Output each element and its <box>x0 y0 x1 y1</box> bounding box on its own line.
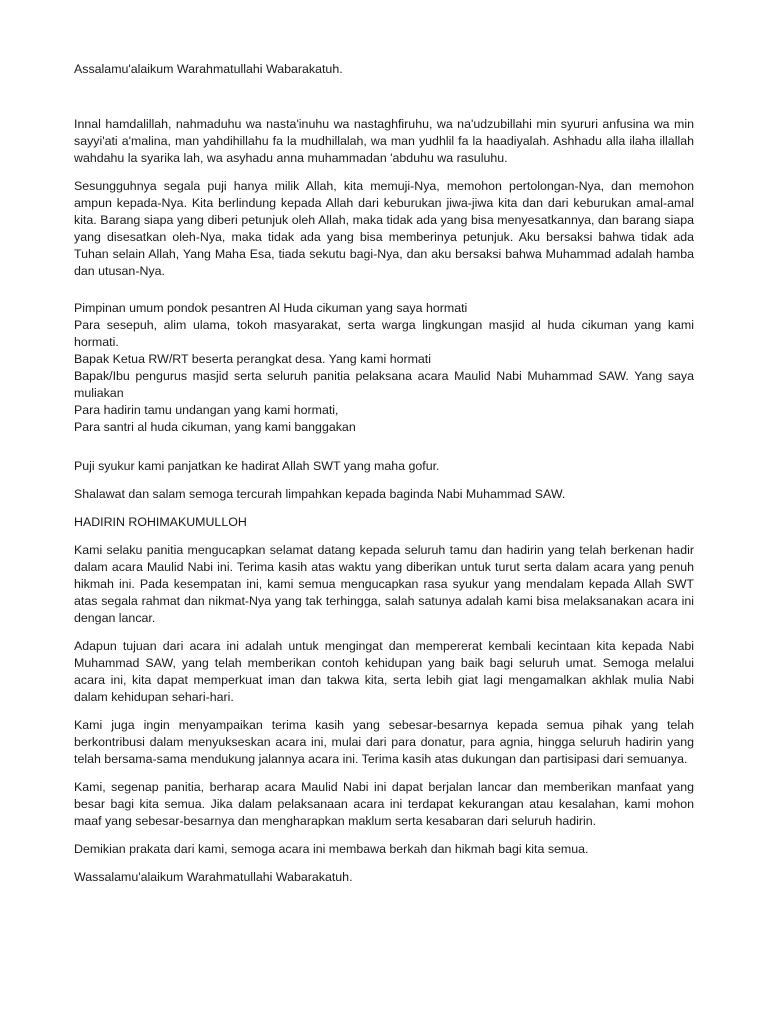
addressee-line: Bapak/Ibu pengurus masjid serta seluruh panitia pelaksana acara Maulid Nabi Muhammad SAW. Yang saya muliakan <box>74 369 694 400</box>
document-page <box>74 61 694 886</box>
shalawat-line: Shalawat dan salam semoga tercurah limpahkan kepada baginda Nabi Muhammad SAW. <box>74 487 566 501</box>
welcome-paragraph: Kami selaku panitia mengucapkan selamat datang kepada seluruh tamu dan hadirin yang telah berkenan hadir dalam acara Maulid Nabi ini. Terima kasih atas waktu yang diberikan untuk turut serta dalam acara yang penuh hikmah ini. Pada kesempatan ini, kami semua mengucapkan rasa syukur yang mendalam kepada Allah SWT atas segala rahmat dan nikmat-Nya yang tak terhingga, salah satunya adalah kami bisa melaksanakan acara ini dengan lancar. <box>74 543 694 625</box>
addressee-line: Pimpinan umum pondok pesantren Al Huda cikuman yang saya hormati <box>74 301 468 315</box>
addressee-line: Bapak Ketua RW/RT beserta perangkat desa. Yang kami hormati <box>74 352 432 366</box>
addressee-line: Para santri al huda cikuman, yang kami banggakan <box>74 420 356 434</box>
addressee-list <box>74 300 694 436</box>
hope-paragraph: Kami, segenap panitia, berharap acara Maulid Nabi ini dapat berjalan lancar dan memberikan manfaat yang besar bagi kita semua. Jika dalam pelaksanaan acara ini terdapat kekurangan atau kesalahan, kami mohon maaf yang sebesar-besarnya dan mengharapkan maklum serta kesabaran dari seluruh hadirin. <box>74 780 694 828</box>
purpose-paragraph: Adapun tujuan dari acara ini adalah untuk mengingat dan mempererat kembali kecintaan kita kepada Nabi Muhammad SAW, yang telah memberikan contoh kehidupan yang baik bagi seluruh umat. Semoga melalui acara ini, kita dapat memperkuat iman dan takwa kita, serta lebih giat lagi mengamalkan akhlak mulia Nabi dalam kehidupan sehari-hari. <box>74 639 694 704</box>
praise-paragraph: Sesungguhnya segala puji hanya milik Allah, kita memuji-Nya, memohon pertolongan-Nya, dan memohon ampun kepada-Nya. Kita berlindung kepada Allah dari keburukan jiwa-jiwa kita dan dari keburukan amal-amal kita. Barang siapa yang diberi petunjuk oleh Allah, maka tidak ada yang bisa menyesatkannya, dan barang siapa yang disesatkan oleh-Nya, maka tidak ada yang bisa memberinya petunjuk. Aku bersaksi bahwa tidak ada Tuhan selain Allah, Yang Maha Esa, tiada sekutu bagi-Nya, dan aku bersaksi bahwa Muhammad adalah hamba dan utusan-Nya. <box>74 179 694 278</box>
addressee-line: Para sesepuh, alim ulama, tokoh masyarakat, serta warga lingkungan masjid al huda cikuman yang kami hormati. <box>74 318 694 349</box>
arabic-opening-paragraph: Innal hamdalillah, nahmaduhu wa nasta'inuhu wa nastaghfiruhu, wa na'udzubillahi min syururi anfusina wa min sayyi'ati a'malina, man yahdihillahu fa la mudhillalah, wa man yudhlil fa la haadiyalah. Ashhadu alla ilaha illallah wahdahu la syarika lah, wa asyhadu anna muhammadan 'abduhu wa rasuluhu. <box>74 117 694 165</box>
closing-greeting: Wassalamu'alaikum Warahmatullahi Wabarakatuh. <box>74 870 353 884</box>
closing-paragraph: Demikian prakata dari kami, semoga acara ini membawa berkah dan hikmah bagi kita semua. <box>74 842 589 856</box>
opening-greeting: Assalamu'alaikum Warahmatullahi Wabarakatuh. <box>74 62 343 76</box>
section-heading: HADIRIN ROHIMAKUMULLOH <box>74 515 247 529</box>
thanks-paragraph: Kami juga ingin menyampaikan terima kasih yang sebesar-besarnya kepada semua pihak yang telah berkontribusi dalam menyukseskan acara ini, mulai dari para donatur, para agnia, hingga seluruh hadirin yang telah bersama-sama mendukung jalannya acara ini. Terima kasih atas dukungan dan partisipasi dari semuanya. <box>74 718 694 766</box>
gratitude-line: Puji syukur kami panjatkan ke hadirat Allah SWT yang maha gofur. <box>74 459 440 473</box>
addressee-line: Para hadirin tamu undangan yang kami hormati, <box>74 403 339 417</box>
